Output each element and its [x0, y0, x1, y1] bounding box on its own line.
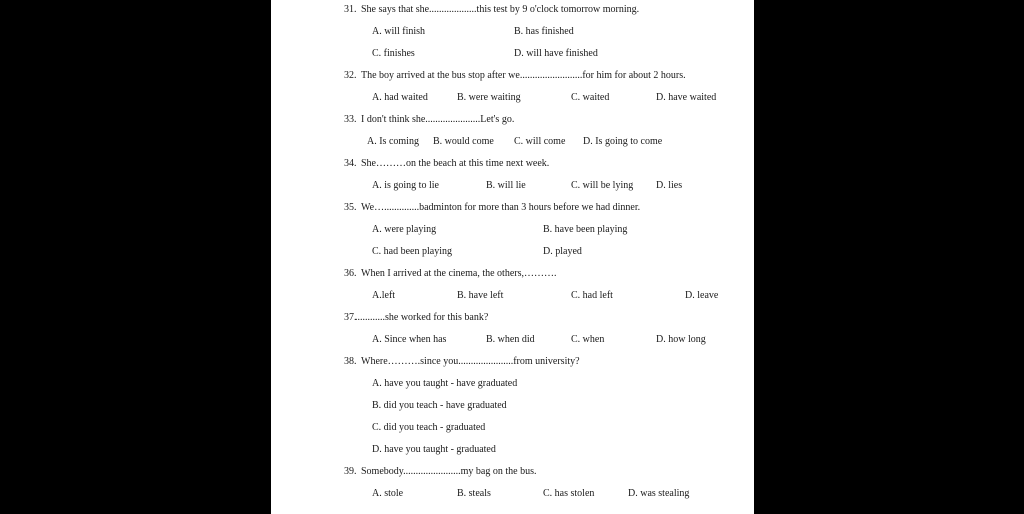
question-36-option-a: A.left: [372, 290, 396, 301]
question-35-option-c: C. had been playing: [372, 246, 452, 257]
question-33-stem: I don't think she......................Let's go.: [361, 114, 515, 125]
question-34-option-c: C. will be lying: [571, 180, 634, 191]
question-35-option-b: B. have been playing: [543, 224, 628, 235]
question-31-option-d: D. will have finished: [514, 48, 598, 59]
question-32-stem: The boy arrived at the bus stop after we.........................for him for about 2 hours.: [361, 70, 686, 81]
question-37-option-b: B. when did: [486, 334, 535, 345]
question-38-number: 38.: [344, 356, 357, 367]
question-34-number: 34.: [344, 158, 357, 169]
question-36-option-b: B. have left: [457, 290, 504, 301]
question-31-option-c: C. finishes: [372, 48, 415, 59]
question-37-number: 37.: [344, 312, 357, 323]
question-39-option-d: D. was stealing: [628, 488, 690, 499]
question-37-option-d: D. how long: [656, 334, 706, 345]
question-34-option-a: A. is going to lie: [372, 180, 439, 191]
question-37-stem: ............she worked for this bank?: [355, 312, 489, 323]
question-36-stem: When I arrived at the cinema, the others,……….: [361, 268, 557, 279]
question-31-option-a: A. will finish: [372, 26, 426, 37]
question-35-option-a: A. were playing: [372, 224, 437, 235]
question-38-option-c: C. did you teach - graduated: [372, 422, 486, 433]
question-34-stem: She………on the beach at this time next week.: [361, 158, 550, 169]
question-31-number: 31.: [344, 4, 357, 15]
question-32-option-a: A. had waited: [372, 92, 428, 103]
question-36-option-c: C. had left: [571, 290, 613, 301]
question-33-option-a: A. Is coming: [367, 136, 419, 147]
question-39-option-c: C. has stolen: [543, 488, 595, 499]
question-32-option-b: B. were waiting: [457, 92, 521, 103]
question-38-option-d: D. have you taught - graduated: [372, 444, 496, 455]
question-39-stem: Somebody.......................my bag on the bus.: [361, 466, 537, 477]
question-35-option-d: D. played: [543, 246, 582, 257]
question-32-option-d: D. have waited: [656, 92, 717, 103]
question-36-option-d: D. leave: [685, 290, 719, 301]
question-34-option-d: D. lies: [656, 180, 683, 191]
question-37-option-a: A. Since when has: [372, 334, 447, 345]
question-32-number: 32.: [344, 70, 357, 81]
question-35-stem: We…..............badminton for more than 3 hours before we had dinner.: [361, 202, 641, 213]
document-page: [271, 0, 754, 514]
question-38-option-b: B. did you teach - have graduated: [372, 400, 507, 411]
question-31-option-b: B. has finished: [514, 26, 574, 37]
question-33-option-b: B. would come: [433, 136, 494, 147]
question-32-option-c: C. waited: [571, 92, 610, 103]
question-38-option-a: A. have you taught - have graduated: [372, 378, 518, 389]
question-31-stem: She says that she...................this test by 9 o'clock tomorrow morning.: [361, 4, 640, 15]
question-39-number: 39.: [344, 466, 357, 477]
question-34-option-b: B. will lie: [486, 180, 526, 191]
question-37-option-c: C. when: [571, 334, 605, 345]
question-33-number: 33.: [344, 114, 357, 125]
question-36-number: 36.: [344, 268, 357, 279]
question-39-option-b: B. steals: [457, 488, 491, 499]
question-33-option-c: C. will come: [514, 136, 566, 147]
question-38-stem: Where……….since you......................from university?: [361, 356, 580, 367]
question-33-option-d: D. Is going to come: [583, 136, 663, 147]
question-39-option-a: A. stole: [372, 488, 404, 499]
question-35-number: 35.: [344, 202, 357, 213]
